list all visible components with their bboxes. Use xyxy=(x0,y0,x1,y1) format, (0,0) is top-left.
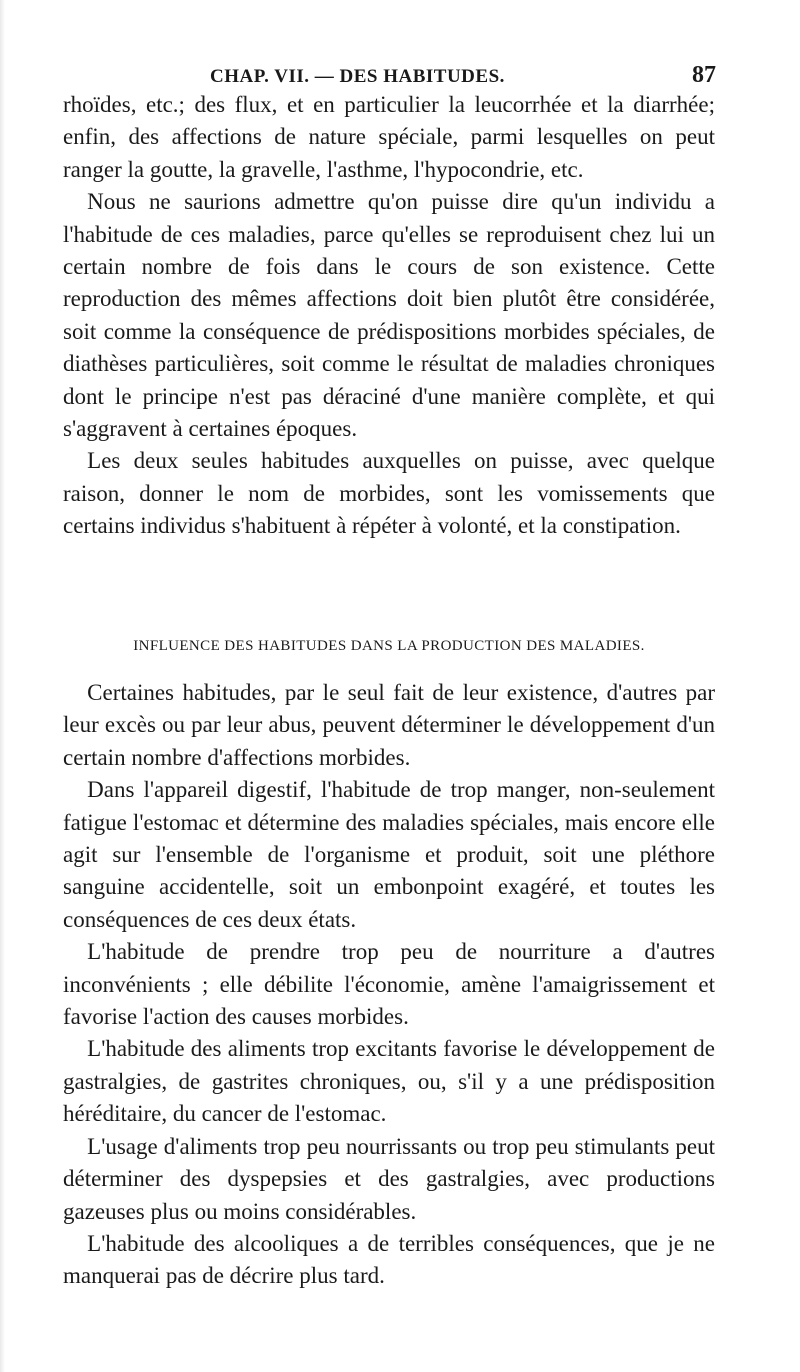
running-title: CHAP. VII. — DES HABITUDES. xyxy=(210,66,505,87)
paragraph-aliments-excitants: L'habitude des aliments trop excitants favorise le développement de gastralgies, de gastrites chroniques, ou, s'il y a une prédisposition héréditaire, du cancer de l'estomac. xyxy=(63,1036,715,1127)
page-edge-shadow xyxy=(0,0,5,1372)
paragraph-appareil-digestif: Dans l'appareil digestif, l'habitude de trop manger, non-seulement fatigue l'estomac et détermine des maladies spéciales, mais encore elle agit sur l'ensemble de l'organisme et produit, soit une pléthore sanguine accidentelle, soit un embonpoint exagéré, et toutes les conséquences de ces deux états. xyxy=(63,777,715,932)
section-heading: INFLUENCE DES HABITUDES DANS LA PRODUCTION DES MALADIES. xyxy=(133,638,645,654)
paragraph-habitude-maladies: Nous ne saurions admettre qu'on puisse dire qu'un individu a l'habitude de ces maladies, parce qu'elles se reproduisent chez lui un certain nombre de fois dans le cours de son existence. Cette reproduction des mêmes affections doit bien plutôt être considérée, soit comme la conséquence de prédispositions morbides spéciales, de diathèses particulières, soit comme le résultat de maladies chroniques dont le principe n'est pas déraciné d'une manière complète, et qui s'aggravent à certaines époques. xyxy=(63,189,715,442)
page-number: 87 xyxy=(692,62,716,88)
paragraph-aliments-peu-nourrissants: L'usage d'aliments trop peu nourrissants ou trop peu stimulants peut déterminer des dyspepsies et des gastralgies, avec productions gazeuses plus ou moins considérables. xyxy=(63,1133,715,1224)
bottom-text-block xyxy=(63,677,715,1293)
top-text-block xyxy=(63,89,715,543)
paragraph-alcooliques: L'habitude des alcooliques a de terribles conséquences, que je ne manquerai pas de décrire plus tard. xyxy=(63,1230,715,1289)
paragraph-certaines-habitudes: Certaines habitudes, par le seul fait de leur existence, d'autres par leur excès ou par leur abus, peuvent déterminer le développement d'un certain nombre d'affections morbides. xyxy=(63,680,715,770)
paragraph-habitudes-morbides: Les deux seules habitudes auxquelles on puisse, avec quelque raison, donner le nom de morbides, sont les vomissements que certains individus s'habituent à répéter à volonté, et la constipation. xyxy=(63,448,715,539)
paragraph-continued: rhoïdes, etc.; des flux, et en particulier la leucorrhée et la diarrhée; enfin, des affections de nature spéciale, parmi lesquelles on peut ranger la goutte, la gravelle, l'asthme, l'hypocondrie, etc. xyxy=(63,92,715,182)
paragraph-peu-nourriture: L'habitude de prendre trop peu de nourriture a d'autres inconvénients ; elle débilite l'économie, amène l'amaigrissement et favorise l'action des causes morbides. xyxy=(63,939,715,1030)
